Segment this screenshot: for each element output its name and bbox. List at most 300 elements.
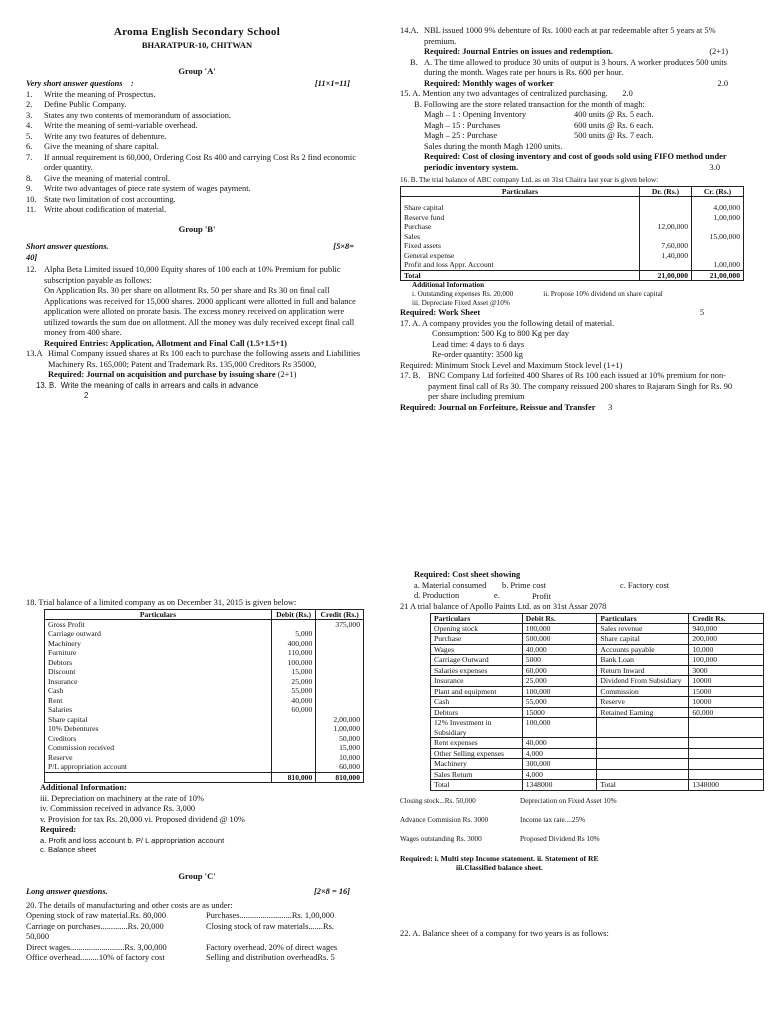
q16b-additional-info: Additional Information	[412, 281, 485, 290]
table-row	[431, 634, 764, 644]
debit-cell	[272, 715, 316, 724]
q15b-transactions	[414, 110, 744, 142]
question-text: States any two contents of memorandum of association.	[44, 110, 232, 120]
q17b-required: Required: Journal on Forfeiture, Reissue and Transfer	[400, 402, 596, 412]
q20-req-d: d. Production	[414, 591, 460, 600]
credit-cell	[316, 639, 364, 648]
group-a-section	[26, 79, 368, 90]
question-14a	[400, 26, 744, 58]
question-14b	[400, 58, 744, 90]
q12-text: Alpha Beta Limited issued 10,000 Equity shares of 100 each at 10% Premium for public subscription payable as follows:	[44, 265, 341, 285]
note-row	[400, 816, 744, 825]
table-row	[401, 203, 744, 212]
debit-amount: 40,000	[522, 644, 597, 654]
question-number: 17.	[400, 318, 411, 328]
table-row	[431, 769, 764, 779]
credit-amount	[689, 759, 764, 769]
right-bottom-column	[400, 570, 744, 939]
table-row	[431, 738, 764, 748]
table-row	[431, 780, 764, 790]
table-header-row	[45, 609, 364, 619]
credit-particulars	[597, 748, 689, 758]
note-left: Closing stock...Rs. 50,000	[400, 796, 476, 805]
cost-item-right: Purchases.........................Rs. 1,00,000	[206, 911, 335, 921]
credit-cell	[316, 686, 364, 695]
credit-particulars	[597, 718, 689, 738]
cost-item-left: Carriage on purchases.............Rs. 20,000	[26, 921, 164, 931]
cost-row	[26, 943, 368, 954]
debit-particulars: Machinery	[431, 759, 523, 769]
note-left: Wages outstanding Rs. 3000	[400, 834, 482, 843]
table-row	[45, 667, 364, 676]
question-number: 15.	[400, 89, 411, 98]
question-item	[26, 90, 368, 101]
particulars-cell: Furniture	[45, 648, 272, 657]
table-row	[45, 619, 364, 629]
credit-particulars: Dividend From Subsidiary	[597, 676, 689, 686]
total-cell: 810,000	[316, 772, 364, 782]
note-right: Proposed Dividend Rs 10%	[520, 834, 600, 843]
particulars-cell: Share capital	[401, 203, 640, 212]
table-header: Debit (Rs.)	[272, 609, 316, 619]
debit-amount: 500,000	[522, 634, 597, 644]
debit-cell: 110,000	[272, 648, 316, 657]
credit-amount: 10,000	[689, 644, 764, 654]
question-number: 6.	[26, 142, 33, 152]
section-marks: [11×1=11]	[314, 79, 350, 89]
particulars-cell: Machinery	[45, 639, 272, 648]
credit-particulars: Return Inward	[597, 665, 689, 675]
question-number: 4.	[26, 121, 33, 131]
section-marks-cont: 40]	[26, 252, 38, 262]
total-cell: Total	[401, 270, 640, 280]
credit-amount: 1348000	[689, 780, 764, 790]
particulars-cell: Carriage outward	[45, 629, 272, 638]
q15a-marks: 2.0	[622, 89, 633, 98]
credit-cell: 1,00,000	[692, 213, 744, 222]
debit-particulars: Rent expenses	[431, 738, 523, 748]
credit-particulars: Sales revenue	[597, 623, 689, 633]
debit-cell	[640, 213, 692, 222]
section-label: Very short answer questions	[26, 79, 123, 89]
table-row	[45, 734, 364, 743]
question-number: 11.	[26, 205, 37, 215]
credit-amount	[689, 718, 764, 738]
particulars-cell: General expense	[401, 251, 640, 260]
debit-amount: 4,000	[522, 769, 597, 779]
cost-row	[26, 911, 368, 922]
question-number: 2.	[26, 100, 33, 110]
section-label: Long answer questions.	[26, 887, 108, 897]
question-13b	[26, 381, 368, 400]
debit-particulars: Sales Return	[431, 769, 523, 779]
question-text: Write about codification of material.	[44, 205, 167, 215]
section-marks: [2×8 = 16]	[313, 887, 350, 897]
cost-row	[26, 953, 368, 964]
particulars-cell: Discount	[45, 667, 272, 676]
table-header: Particulars	[597, 613, 689, 623]
group-b-section	[26, 242, 368, 253]
credit-cell: 15,00,000	[692, 232, 744, 241]
group-a-questions	[26, 90, 368, 216]
q16b-marks: 5	[699, 308, 704, 318]
q18-info-v: v. Provision for tax Rs. 20,000 vi. Proposed dividend @ 10%	[40, 814, 245, 824]
total-row	[45, 772, 364, 782]
transaction-date: Magh – 1 : Opening Inventory	[424, 110, 527, 119]
question-number: 3.	[26, 110, 33, 120]
table-row	[431, 676, 764, 686]
question-text: If annual requirement is 60,000, Ordering Cost Rs 400 and carrying Cost Rs 2 find economic order quantity.	[44, 152, 356, 173]
question-item	[26, 184, 368, 195]
q20-req-b: b. Prime cost	[502, 580, 546, 590]
debit-amount: 300,000	[522, 759, 597, 769]
cost-row	[26, 922, 368, 933]
q21-trial-balance-table	[430, 613, 764, 791]
credit-amount: 200,000	[689, 634, 764, 644]
q20-required	[400, 570, 744, 602]
q18-additional	[26, 783, 368, 854]
section-label: Short answer questions.	[26, 242, 109, 252]
debit-cell: 15,000	[272, 667, 316, 676]
q15b-marks: 3.0	[709, 162, 720, 172]
q15b-required-text: Required: Cost of closing inventory and cost of goods sold using FIFO method under periodic inventory system.	[424, 152, 727, 172]
question-text: Give the meaning of share capital.	[44, 142, 159, 152]
table-row	[45, 743, 364, 752]
note-row	[400, 835, 744, 844]
particulars-cell: Reserve fund	[401, 213, 640, 222]
debit-cell: 5,000	[272, 629, 316, 638]
q18-trial-balance-table	[44, 609, 364, 784]
debit-cell: 1,40,000	[640, 251, 692, 260]
question-text: Define Public Company.	[44, 100, 127, 110]
table-row	[45, 762, 364, 772]
debit-particulars: Other Selling expenses	[431, 748, 523, 758]
credit-particulars: Reserve	[597, 697, 689, 707]
debit-cell: 55,000	[272, 686, 316, 695]
debit-cell	[272, 762, 316, 772]
debit-particulars: Wages	[431, 644, 523, 654]
total-cell: 810,000	[272, 772, 316, 782]
debit-particulars: Total	[431, 780, 523, 790]
q16b-info-iii: iii. Depreciate Fixed Asset @10%	[412, 299, 510, 308]
transaction-row	[414, 110, 744, 121]
q15b-text: B. Following are the store related transaction for the month of magh:	[414, 99, 645, 109]
debit-cell	[640, 232, 692, 241]
question-15a	[400, 89, 744, 100]
credit-cell	[316, 705, 364, 714]
question-22a: 22. A. Balance sheet of a company for two years is as follows:	[400, 928, 609, 938]
q14a-required: Required: Journal Entries on issues and redemption.	[424, 47, 613, 56]
q18-info-iv: iv. Commission received in advance Rs. 3,000	[40, 804, 196, 814]
credit-amount: 100,000	[689, 655, 764, 665]
credit-amount: 10000	[689, 697, 764, 707]
table-row	[401, 241, 744, 250]
q17a-required: Required: Minimum Stock Level and Maximum Stock level (1+1)	[400, 360, 623, 370]
particulars-cell: P/L appropriation account	[45, 762, 272, 772]
q17b-marks: 3	[608, 402, 613, 412]
debit-particulars: Purchase	[431, 634, 523, 644]
table-row	[401, 222, 744, 231]
note-right: Depreciation on Fixed Asset 10%	[520, 796, 617, 805]
transaction-date: Magh – 25 : Purchase	[424, 131, 498, 140]
debit-amount: 15000	[522, 707, 597, 717]
question-number: 9.	[26, 184, 33, 194]
credit-cell	[316, 667, 364, 676]
question-12	[26, 265, 368, 349]
debit-cell	[640, 203, 692, 212]
debit-amount: 4,000	[522, 748, 597, 758]
transaction-detail: 400 units @ Rs. 5 each.	[574, 110, 654, 119]
credit-cell: 1,00,000	[316, 724, 364, 733]
q13a-marks: (2+1)	[277, 370, 297, 380]
q13b-marks: 2	[84, 390, 89, 400]
q21-intro: 21 A trial balance of Apollo Paints Ltd. as on 31st Assar 2078	[400, 602, 607, 611]
question-13a	[26, 349, 368, 381]
debit-particulars: Cash	[431, 697, 523, 707]
debit-cell	[640, 260, 692, 270]
debit-cell: 12,00,000	[640, 222, 692, 231]
question-17a	[400, 319, 744, 372]
table-header: Particulars	[45, 609, 272, 619]
question-number: 13.A	[26, 349, 43, 359]
table-header: Cr. (Rs.)	[692, 187, 744, 197]
cost-item-left: 50,000	[26, 932, 50, 942]
q17b-required-row	[400, 403, 744, 414]
credit-particulars	[597, 759, 689, 769]
note-left: Advance Commision Rs. 3000	[400, 815, 489, 824]
table-row	[401, 251, 744, 260]
question-number: 12.	[26, 265, 37, 275]
debit-particulars: Insurance	[431, 676, 523, 686]
debit-particulars: Opening stock	[431, 623, 523, 633]
particulars-cell: Profit and loss Appr. Account	[401, 260, 640, 270]
material-detail: Re-order quantity: 3500 kg	[432, 350, 523, 360]
credit-cell	[692, 251, 744, 260]
table-header: Credit Rs.	[689, 613, 764, 623]
table-row	[45, 753, 364, 762]
question-number: 13. B.	[36, 380, 57, 390]
table-header: Credit (Rs.)	[316, 609, 364, 619]
q17b-text: BNC Company Ltd forfeited 400 Shares of Rs 100 each issued at 10% premium for non-payment final call of Rs 30. The company reissued 200 shares to Rajaram Singh for Rs. 90 per share including premium	[428, 371, 733, 402]
credit-amount	[689, 748, 764, 758]
credit-cell: 4,00,000	[692, 203, 744, 212]
debit-cell: 100,000	[272, 658, 316, 667]
credit-cell	[316, 696, 364, 705]
material-detail: Consumption: 500 Kg to 800 Kg per day	[432, 329, 570, 339]
question-number: 7.	[26, 152, 33, 162]
group-a-title: Group 'A'	[178, 66, 216, 77]
q12-terms: On Application Rs. 30 per share on allotment Rs. 50 per share and Rs 30 on final call	[44, 286, 330, 296]
table-row	[431, 623, 764, 633]
particulars-cell: Gross Profit	[45, 619, 272, 629]
table-header-row	[431, 613, 764, 623]
question-number: 14.A.	[400, 26, 419, 35]
question-item	[26, 174, 368, 185]
debit-cell	[272, 753, 316, 762]
credit-cell	[316, 677, 364, 686]
table-header: Dr. (Rs.)	[640, 187, 692, 197]
particulars-cell: Commission received	[45, 743, 272, 752]
particulars-cell: Debtors	[45, 658, 272, 667]
transaction-row	[414, 131, 744, 142]
table-row	[401, 213, 744, 222]
cost-item-left: Office overhead.........10% of factory cost	[26, 953, 165, 963]
q17a-text: A. A company provides you the following detail of material.	[412, 318, 615, 328]
note-right: Income tax rate....25%	[520, 815, 586, 824]
credit-amount: 60,000	[689, 707, 764, 717]
q16b-required: Required: Work Sheet	[400, 308, 481, 318]
q20-intro: 20. The details of manufacturing and other costs are as under:	[26, 900, 233, 910]
q18-required-ab: a. Profit and loss account b. P/ L appropriation account	[40, 835, 225, 845]
total-cell	[45, 772, 272, 782]
q18-info-iii: iii. Depreciation on machinery at the rate of 10%	[40, 793, 204, 803]
debit-cell: 40,000	[272, 696, 316, 705]
credit-cell	[692, 222, 744, 231]
q18-required-c: c. Balance sheet	[40, 845, 97, 855]
table-header: Debit Rs.	[522, 613, 597, 623]
credit-cell	[692, 241, 744, 250]
table-row	[431, 686, 764, 696]
table-header: Particulars	[431, 613, 523, 623]
cost-item-right: Closing stock of raw materials.......Rs.	[206, 921, 334, 931]
q18-required: Required:	[40, 825, 77, 835]
q12-required: Required Entries: Application, Allotment and Final Call (1.5+1.5+1)	[44, 338, 287, 348]
particulars-cell: Purchase	[401, 222, 640, 231]
table-row	[431, 759, 764, 769]
q20-req-e: e.	[494, 591, 500, 600]
credit-cell: 60,000	[316, 762, 364, 772]
credit-cell: 10,000	[316, 753, 364, 762]
q20-required-label: Required: Cost sheet showing	[414, 570, 521, 579]
credit-amount: 3000	[689, 665, 764, 675]
debit-amount: 25,000	[522, 676, 597, 686]
question-15b	[400, 100, 744, 174]
table-row	[45, 677, 364, 686]
question-item	[26, 121, 368, 132]
table-row	[45, 696, 364, 705]
question-item	[26, 132, 368, 143]
q13a-required: Required: Journal on acquisition and purchase by issuing share	[48, 370, 276, 380]
debit-particulars: Salaries expenses	[431, 665, 523, 675]
table-row	[431, 655, 764, 665]
section-marks: [5×8=	[333, 242, 354, 252]
table-row	[431, 665, 764, 675]
transaction-row	[414, 121, 744, 132]
question-number: 5.	[26, 131, 33, 141]
particulars-cell: Cash	[45, 686, 272, 695]
q13a-assets: Machinery Rs. 165,000; Patent and Trademark Rs. 135,000 Creditors Rs 35000,	[48, 359, 317, 369]
credit-particulars: Total	[597, 780, 689, 790]
table-row	[431, 697, 764, 707]
debit-cell	[272, 724, 316, 733]
table-header-row	[401, 187, 744, 197]
q21-notes	[400, 797, 744, 844]
table-row	[45, 686, 364, 695]
question-text: Write the meaning of semi-variable overhead.	[44, 121, 198, 131]
debit-particulars: Carriage Outward	[431, 655, 523, 665]
particulars-cell: Rent	[45, 696, 272, 705]
debit-amount: 100,000	[522, 686, 597, 696]
q16b-info-i: i. Outstanding expenses Rs. 20,000	[412, 290, 514, 299]
question-text: Write the meaning of Prospectus.	[44, 89, 156, 99]
question-item	[26, 153, 368, 174]
credit-cell: 2,00,000	[316, 715, 364, 724]
table-row	[45, 715, 364, 724]
question-item	[26, 142, 368, 153]
question-number: B.	[410, 57, 418, 67]
question-item	[26, 205, 368, 216]
credit-cell: 375,000	[316, 619, 364, 629]
q15b-required	[414, 152, 744, 173]
debit-cell: 60,000	[272, 705, 316, 714]
q20-required-head	[414, 570, 744, 581]
table-row	[431, 748, 764, 758]
table-row	[45, 648, 364, 657]
particulars-cell: Reserve	[45, 753, 272, 762]
debit-particulars: 12% Investment in Subsidiary	[431, 718, 523, 738]
q14a-text: NBL issued 1000 9% debenture of Rs. 1000 each at par redeemable after 5 years at 5% premium.	[424, 26, 716, 46]
credit-cell: 15,000	[316, 743, 364, 752]
debit-particulars: Plant and equipment	[431, 686, 523, 696]
q18-additional-title: Additional Information:	[40, 783, 127, 793]
particulars-cell: Creditors	[45, 734, 272, 743]
group-c-title: Group 'C'	[178, 870, 216, 881]
credit-cell: 1,00,000	[692, 260, 744, 270]
q16b-info-ii: ii. Propose 10% dividend on share capital	[543, 290, 663, 299]
credit-particulars: Bank Loan	[597, 655, 689, 665]
table-row	[45, 629, 364, 638]
credit-amount: 10000	[689, 676, 764, 686]
table-row	[401, 260, 744, 270]
debit-amount: 1348000	[522, 780, 597, 790]
q17a-details	[400, 329, 744, 361]
question-number: 8.	[26, 173, 33, 183]
q16b-intro: 16. B. The trial balance of ABC company Ltd. as on 31st Chaitra last year is given below:	[400, 176, 659, 184]
total-cell: 21,00,000	[692, 270, 744, 280]
cost-item-right: Selling and distribution overheadRs. 5	[206, 953, 335, 963]
cost-item-left: Opening stock of raw material.Rs. 80,000	[26, 911, 167, 921]
question-text: Give the meaning of material control.	[44, 173, 171, 183]
question-number: 10.	[26, 194, 37, 204]
question-number: 17. B.	[400, 371, 421, 381]
q13a-text: Himal Company issued shares at Rs 100 each to purchase the following assets and Liabilities	[48, 349, 361, 359]
total-cell: 21,00,000	[640, 270, 692, 280]
q18-intro: 18. Trial balance of a limited company as on December 31, 2015 is given below:	[26, 598, 297, 607]
debit-cell: 25,000	[272, 677, 316, 686]
credit-cell	[316, 629, 364, 638]
table-row	[431, 644, 764, 654]
question-text: Write two advantages of piece rate system of wages payment.	[44, 184, 251, 194]
table-row	[431, 707, 764, 717]
q20-req-c: c. Factory cost	[620, 580, 670, 590]
particulars-cell: Fixed assets	[401, 241, 640, 250]
particulars-cell: Share capital	[45, 715, 272, 724]
note-row	[400, 797, 744, 806]
question-item	[26, 100, 368, 111]
debit-cell	[272, 743, 316, 752]
q16b-required-row	[400, 308, 744, 319]
cost-item-right: Factory overhead. 20% of direct wages	[206, 942, 338, 952]
left-bottom-column	[26, 598, 368, 964]
q21-required-iii: iii.Classified balance sheet.	[456, 863, 543, 873]
credit-particulars: Commission	[597, 686, 689, 696]
table-row	[45, 658, 364, 667]
q13b-text: Write the meaning of calls in arrears and calls in advance	[60, 380, 259, 390]
school-name: Aroma English Secondary School	[113, 26, 281, 38]
debit-amount: 60,000	[522, 665, 597, 675]
transaction-detail: 500 units @ Rs. 7 each.	[574, 131, 654, 140]
transaction-detail: 600 units @ Rs. 6 each.	[574, 120, 654, 130]
